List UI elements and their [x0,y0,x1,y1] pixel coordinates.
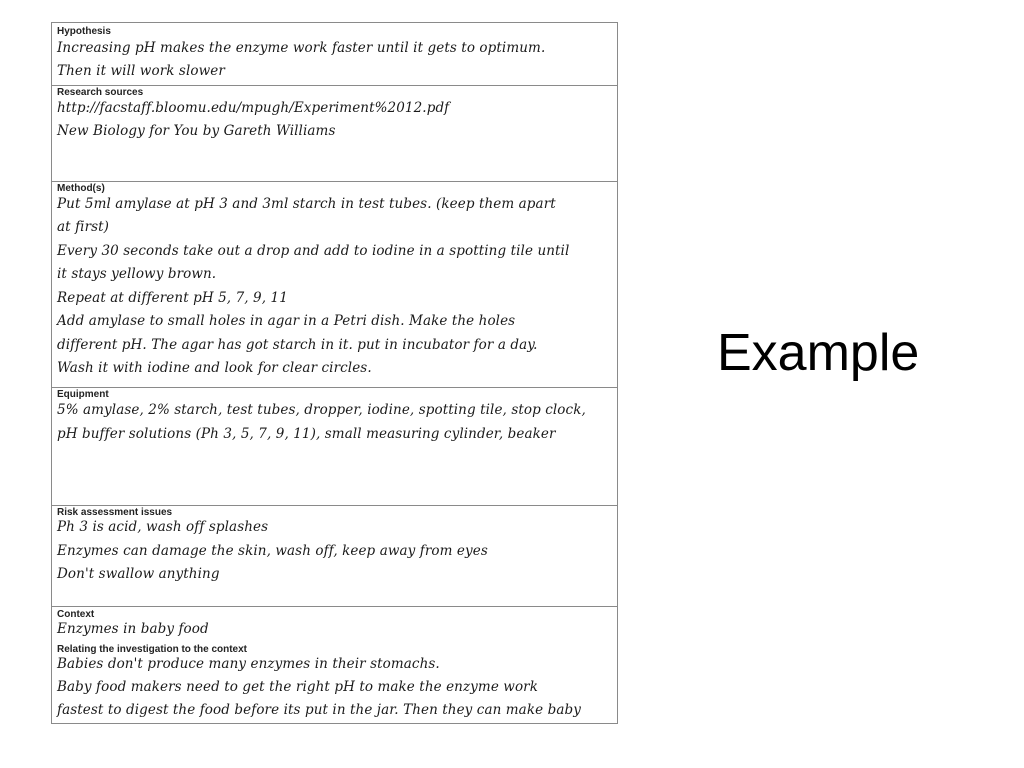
research-sources-label: Research sources [57,87,144,98]
equipment-line-2: pH buffer solutions (Ph 3, 5, 7, 9, 11), small measuring cylinder, beaker [57,426,556,442]
methods-line-6: Add amylase to small holes in agar in a Petri dish. Make the holes [57,313,516,329]
methods-line-8: Wash it with iodine and look for clear circles. [57,360,372,376]
hypothesis-label: Hypothesis [57,26,111,37]
context-section [52,607,617,723]
context-label: Context [57,609,95,620]
equipment-line-1: 5% amylase, 2% starch, test tubes, dropper, iodine, spotting tile, stop clock, [57,402,586,418]
risk-line-3: Don't swallow anything [57,566,220,582]
methods-label: Method(s) [57,183,105,194]
methods-section [52,182,617,388]
relating-line-1: Babies don't produce many enzymes in their stomachs. [57,656,440,672]
methods-line-7: different pH. The agar has got starch in it. put in incubator for a day. [57,337,538,353]
relating-line-3: fastest to digest the food before its put in the jar. Then they can make baby [57,702,581,718]
methods-line-3: Every 30 seconds take out a drop and add to iodine in a spotting tile until [57,243,570,259]
risk-line-1: Ph 3 is acid, wash off splashes [57,519,269,535]
equipment-label: Equipment [57,389,109,400]
hypothesis-line-2: Then it will work slower [57,63,225,79]
planning-table [51,22,618,724]
context-line-1: Enzymes in baby food [57,621,209,637]
equipment-section [52,388,617,506]
methods-line-1: Put 5ml amylase at pH 3 and 3ml starch in test tubes. (keep them apart [57,196,556,212]
research-sources-section [52,86,617,182]
methods-line-5: Repeat at different pH 5, 7, 9, 11 [57,290,288,306]
methods-line-2: at first) [57,219,110,235]
risk-assessment-label: Risk assessment issues [57,507,173,518]
hypothesis-section [52,23,617,86]
relating-line-2: Baby food makers need to get the right pH to make the enzyme work [57,679,539,695]
hypothesis-line-1: Increasing pH makes the enzyme work faster until it gets to optimum. [57,40,546,56]
risk-assessment-section [52,506,617,607]
slide-title: Example [717,324,920,382]
relating-context-label: Relating the investigation to the context [57,644,248,655]
methods-line-4: it stays yellowy brown. [57,266,217,282]
research-source-1: http://facstaff.bloomu.edu/mpugh/Experiment%2012.pdf [57,100,450,116]
research-source-2: New Biology for You by Gareth Williams [57,123,336,139]
risk-line-2: Enzymes can damage the skin, wash off, keep away from eyes [57,543,488,559]
